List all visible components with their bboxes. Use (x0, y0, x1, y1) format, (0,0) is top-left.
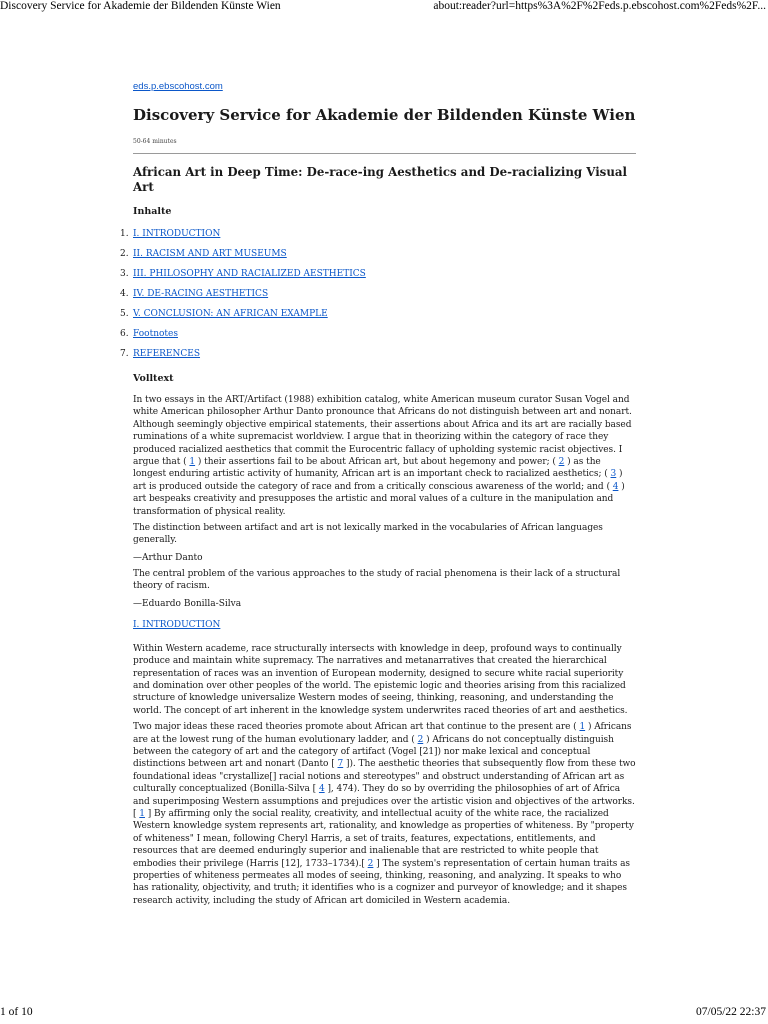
epigraph-quote: The distinction between artifact and art is not lexically marked in the vocabularies of African languages generally. (133, 523, 603, 546)
body-text: Two major ideas these raced theories promote about African art that continue to the present are ( (133, 722, 577, 733)
toc-number: 6. (120, 329, 129, 339)
epigraph-author: —Arthur Danto (133, 552, 203, 563)
toc-item (120, 328, 636, 348)
body-text: ]). The aesthetic theories that subsequently flow from these two foundational ideas "crystallize[] racial notions and stereotypes" and obstruct understanding of African art as culturally conceptualized (Bonilla-Silva [ (133, 759, 636, 795)
toc-number: 3. (120, 269, 129, 279)
citation-ref[interactable]: 7 (337, 759, 344, 770)
footnote-ref[interactable]: 2 (367, 858, 374, 869)
print-datetime: 07/05/22 22:37 (696, 1006, 766, 1018)
body-text: ) Africans do not conceptually distinguish between the category of art and the category of artifact (Vogel [21]) nor make lexical and conceptual distinctions between art and nonart (Danto [ (133, 734, 614, 770)
toc-number: 4. (120, 289, 129, 299)
footnote-ref[interactable]: 1 (139, 808, 145, 819)
abstract-text: In two essays in the ART/Artifact (1988) exhibition catalog, white American museum curator Susan Vogel and white American philosopher Arthur Danto pronounce that Africans do not distinguish between art and nonart. Although seemingly objective empirical statements, their assertions about Africa and its art are racially based ruminations of a white supremacist worldview. I argue that in theorizing within the category of race they produced racialized aesthetics that commit the Eurocentric fallacy of upholding systemic racist objectives. I argue that ( (133, 395, 632, 468)
epigraph-quote: The central problem of the various approaches to the study of racial phenomena is their lack of a structural theory of racism. (133, 568, 621, 592)
toc-item (120, 288, 636, 308)
reader-view (120, 74, 636, 907)
toc-link-introduction[interactable]: I. INTRODUCTION (133, 229, 221, 239)
footnote-ref[interactable]: 1 (189, 457, 196, 468)
body-text: ) Africans are at the lowest rung of the human evolutionary ladder, and ( (133, 722, 632, 745)
toc-number: 7. (120, 349, 129, 359)
toc-link-de-racing[interactable]: IV. DE-RACING AESTHETICS (133, 289, 269, 299)
toc-link-racism-art-museums[interactable]: II. RACISM AND ART MUSEUMS (133, 249, 287, 259)
print-footer (0, 1006, 768, 1020)
toc-number: 5. (120, 309, 129, 319)
toc-link-footnotes[interactable]: Footnotes (133, 329, 178, 339)
footnote-ref[interactable]: 1 (579, 722, 586, 733)
abstract-text: ) as the longest enduring artistic activity of humanity, African art is an important check to racialized aesthetics; ( (133, 457, 608, 480)
article-title: African Art in Deep Time: De-race-ing Aesthetics and De-racializing Visual Art (133, 165, 628, 194)
toc-item (120, 268, 636, 288)
footnote-ref[interactable]: 2 (417, 734, 424, 745)
reading-time: 50-64 minutes (133, 138, 177, 145)
body-text: ] By affirming only the social reality, creativity, and intellectual acuity of the white race, the racialized Western knowledge system represents art, rationality, and knowledge as properties of whiteness. By "property of whiteness" I mean, following Cheryl Harris, a set of traits, features, expectations, entitlements, and resources that are deemed enduringly superior and inalienable that are restricted to white people that embodies their privilege (Harris [12], 1733–1734).[ (133, 808, 634, 869)
contents-heading: Inhalte (133, 206, 172, 217)
toc-link-references[interactable]: REFERENCES (133, 349, 201, 359)
toc-number: 2. (120, 249, 129, 259)
abstract-text: ) art bespeaks creativity and presupposes the artistic and moral values of a culture in the manipulation and transformation of physical reality. (133, 481, 625, 517)
epigraph-author: —Eduardo Bonilla-Silva (133, 598, 242, 609)
page-number: 1 of 10 (0, 1006, 33, 1018)
abstract-paragraph (133, 394, 636, 518)
footnote-ref[interactable]: 3 (610, 469, 617, 480)
body-paragraph: Within Western academe, race structurally intersects with knowledge in deep, profound ways to continually produce and maintain white supremacy. The narratives and metanarratives that created the hierarchical representation of races was an invention of European modernity, designed to secure white racial superiority and domination over other peoples of the world. The epistemic logic and theories arising from this racialized structure of knowledge universalize Western modes of seeing, thinking, reasoning, and understanding the world. The concept of art inherent in the knowledge system underwrites raced theories of art and aesthetics. (133, 643, 628, 716)
abstract-text: ) their assertions fail to be about African art, but about hegemony and power; ( (197, 457, 556, 468)
body-text: ], 474). They do so by overriding the philosophies of art of Africa and superimposing Western assumptions and prejudices over the artistic vision and objectives of the artworks.[ (133, 784, 635, 819)
toc-item (120, 348, 636, 368)
print-header-url: about:reader?url=https%3A%2F%2Feds.p.ebscohost.com%2Feds%2F... (433, 0, 766, 12)
print-header (0, 0, 768, 14)
table-of-contents (120, 228, 636, 368)
toc-link-philosophy[interactable]: III. PHILOSOPHY AND RACIALIZED AESTHETICS (133, 269, 366, 279)
page-title: Discovery Service for Akademie der Bildenden Künste Wien (133, 106, 636, 124)
toc-link-conclusion[interactable]: V. CONCLUSION: AN AFRICAN EXAMPLE (133, 309, 328, 319)
fulltext-heading: Volltext (133, 373, 174, 384)
toc-item (120, 248, 636, 268)
title-divider (133, 153, 636, 154)
toc-number: 1. (120, 229, 129, 239)
citation-ref[interactable]: 4 (318, 784, 325, 795)
print-header-title: Discovery Service for Akademie der Bildenden Künste Wien (0, 0, 281, 12)
source-domain-link[interactable]: eds.p.ebscohost.com (133, 81, 223, 92)
footnote-ref[interactable]: 2 (558, 457, 565, 468)
footnote-ref[interactable]: 4 (612, 481, 619, 492)
body-paragraph (133, 721, 636, 907)
body-text: ] The system's representation of certain human traits as properties of whiteness permeates all modes of seeing, thinking, reasoning, and analyzing. It speaks to who has rationality, objectivity, and truth; it identifies who is a cognizer and purveyor of knowledge; and it shapes research activity, including the study of African art domiciled in Western academia. (133, 858, 630, 906)
toc-item (120, 228, 636, 248)
toc-item (120, 308, 636, 328)
section-link-introduction[interactable]: I. INTRODUCTION (133, 619, 221, 630)
abstract-text: ) art is produced outside the category of race and from a critically conscious awareness of the world; and ( (133, 469, 623, 492)
